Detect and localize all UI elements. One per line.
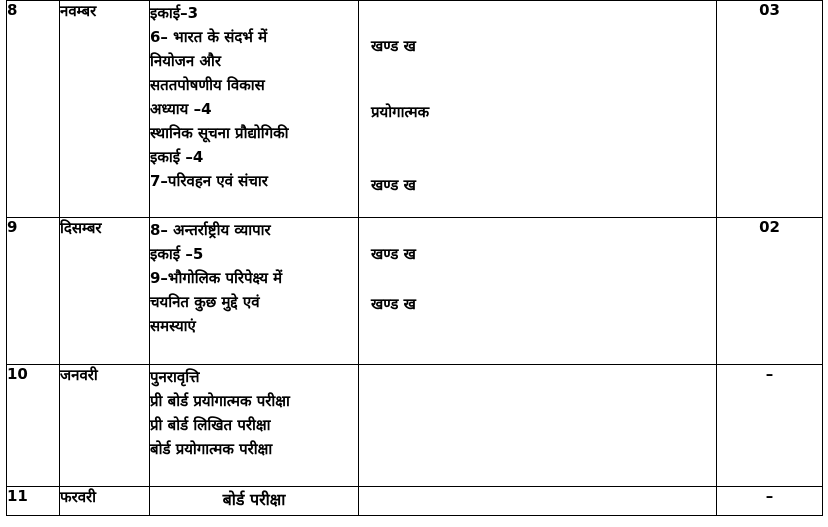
section-line: प्रयोगात्मक bbox=[371, 103, 430, 121]
periods-cell: – bbox=[717, 365, 823, 487]
table-row bbox=[7, 487, 823, 516]
section-cell bbox=[359, 365, 717, 487]
syllabus-sheet bbox=[6, 0, 822, 522]
topic-line: समस्याएं bbox=[150, 317, 196, 335]
topic-line: बोर्ड परीक्षा bbox=[222, 490, 286, 509]
section-cell bbox=[359, 1, 717, 218]
topic-line: 7–परिवहन एवं संचार bbox=[150, 172, 268, 190]
topic-line: पुनरावृत्ति bbox=[150, 368, 200, 386]
month-cell: जनवरी bbox=[60, 365, 150, 487]
topic-cell bbox=[150, 1, 359, 218]
topic-line: बोर्ड प्रयोगात्मक परीक्षा bbox=[150, 440, 273, 458]
section-cell bbox=[359, 218, 717, 365]
topic-line: चयनित कुछ मुद्दे एवं bbox=[150, 293, 260, 311]
row-number: 11 bbox=[7, 487, 60, 516]
topic-cell bbox=[150, 218, 359, 365]
periods-cell: 02 bbox=[717, 218, 823, 365]
section-line: खण्ड ख bbox=[371, 37, 416, 55]
periods-cell: – bbox=[717, 487, 823, 516]
section-line: खण्ड ख bbox=[371, 176, 416, 194]
monthly-syllabus-table bbox=[6, 0, 823, 516]
table-row bbox=[7, 1, 823, 218]
table-row bbox=[7, 365, 823, 487]
topic-line: अध्याय –4 bbox=[150, 100, 212, 118]
section-line: खण्ड ख bbox=[371, 295, 416, 313]
topic-line: 8– अन्तर्राष्ट्रीय व्यापार bbox=[150, 221, 271, 239]
topic-line: सततपोषणीय विकास bbox=[150, 76, 265, 94]
topic-line: नियोजन और bbox=[150, 52, 221, 70]
row-number: 8 bbox=[7, 1, 60, 218]
section-cell bbox=[359, 487, 717, 516]
topic-line: स्थानिक सूचना प्रौद्योगिकी bbox=[150, 124, 289, 142]
topic-cell bbox=[150, 365, 359, 487]
table-row bbox=[7, 218, 823, 365]
topic-line: 9–भौगोलिक परिपेक्ष्य में bbox=[150, 269, 283, 287]
topic-line: प्री बोर्ड प्रयोगात्मक परीक्षा bbox=[150, 392, 290, 410]
section-line: खण्ड ख bbox=[371, 245, 416, 263]
periods-cell: 03 bbox=[717, 1, 823, 218]
month-cell: नवम्बर bbox=[60, 1, 150, 218]
row-number: 10 bbox=[7, 365, 60, 487]
topic-line: 6– भारत के संदर्भ में bbox=[150, 28, 268, 46]
topic-cell bbox=[150, 487, 359, 516]
row-number: 9 bbox=[7, 218, 60, 365]
topic-line: प्री बोर्ड लिखित परीक्षा bbox=[150, 416, 271, 434]
month-cell: फरवरी bbox=[60, 487, 150, 516]
month-cell: दिसम्बर bbox=[60, 218, 150, 365]
topic-line: इकाई–3 bbox=[150, 4, 199, 22]
topic-line: इकाई –5 bbox=[150, 245, 204, 263]
topic-line: इकाई –4 bbox=[150, 148, 204, 166]
